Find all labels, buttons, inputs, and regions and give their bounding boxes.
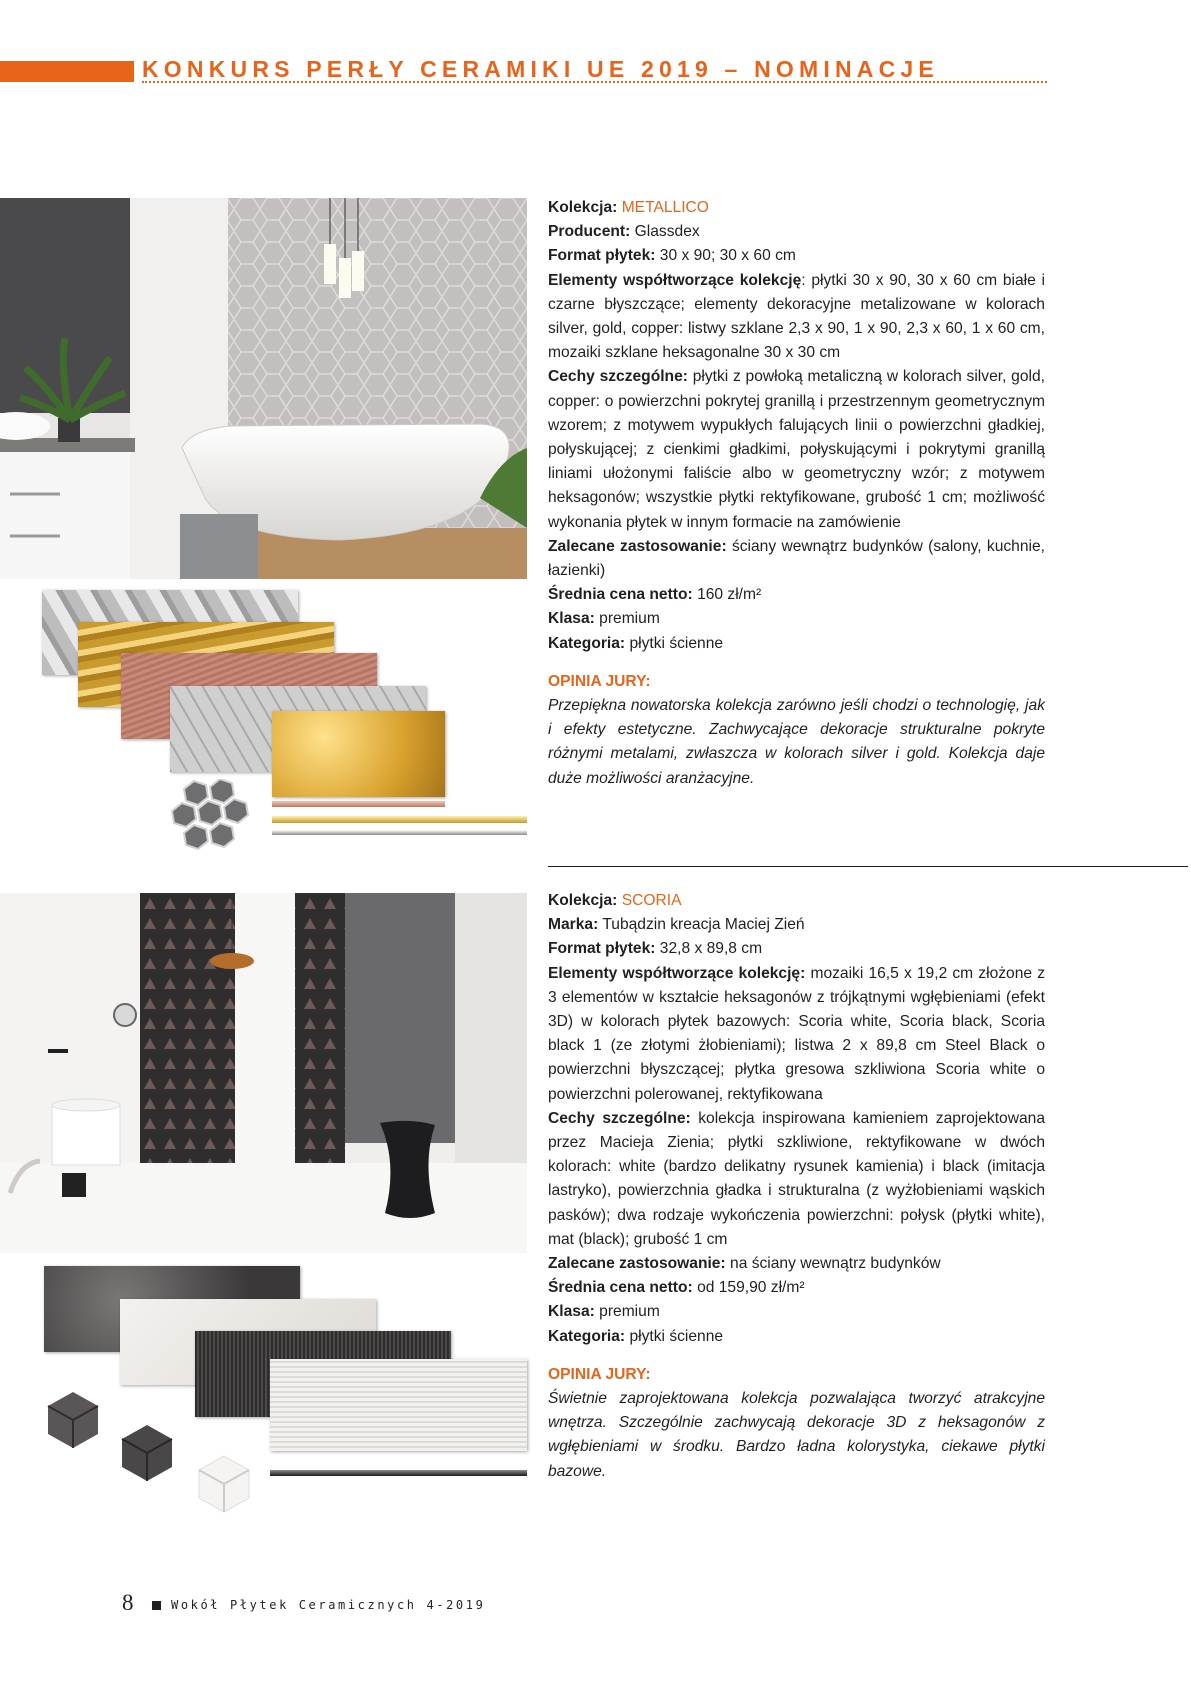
kategoria-label: Kategoria: [548,634,626,652]
elementy-label: Elementy współtworzące kolekcję [548,271,802,289]
elementy-value: : płytki 30 x 90, 30 x 60 cm białe i czarne błyszczące; elementy dekoracyjne metalizowane w kolorach silver, gold, copper: listwy szklane 2,3 x 90, 1 x 90, 2,3 x 60, 1 x 60 cm, mozaiki szklane heksagonalne 30 x 30 cm [548,271,1045,362]
silver-listwa [272,830,527,835]
gold-hexagon-tile [272,711,445,797]
kolekcja-label: Kolekcja: [548,199,618,216]
header-dotted-rule [142,81,1047,83]
marka-value: Tubądzin kreacja Maciej Zień [602,916,805,934]
cechy-value: kolekcja inspirowana kamieniem zaprojektowana przez Macieja Zienia; płytki szkliwione, rektyfikowane w dwóch kolorach: white (bardzo delikatny rysunek kamienia) i black (imitacja lastryko), powierzchnia gładka i strukturalna (z wyżłobieniami wąskich pasków); dwa rodzaje wykończenia powierzchni: połysk (płytki white), mat (black); grubość 1 cm [548,1109,1045,1248]
scoria-white-structural-tile [270,1359,527,1451]
collection-name: METALLICO [621,199,709,216]
cena-value: od 159,90 zł/m² [697,1279,805,1297]
klasa-label: Klasa: [548,610,595,628]
kategoria-label: Kategoria: [548,1327,626,1345]
scoria-bathroom-photo [0,893,527,1253]
jury-opinion: Przepiękna nowatorska kolekcja zarówno jeśli chodzi o technologię, jak i efekty estetyczne. Zachwycające dekoracje strukturalne pokryte różnymi metalami, zwłaszcza w kolorach silver i gold. Kolekcja daje duże możliwości aranżacyjne. [548,697,1045,787]
metallico-bathroom-photo [0,198,527,579]
magazine-name: Wokół Płytek Ceramicznych 4-2019 [171,1598,486,1612]
klasa-value: premium [599,1303,660,1321]
hexagon-mosaic [170,779,260,857]
marka-label: Marka: [548,916,599,934]
collection-name: SCORIA [621,892,682,909]
klasa-label: Klasa: [548,1303,595,1321]
kolekcja-label: Kolekcja: [548,892,618,909]
kategoria-value: płytki ścienne [629,634,724,652]
gold-listwa [272,816,527,823]
footer-square-bullet [152,1601,161,1610]
cechy-label: Cechy szczególne: [548,368,688,386]
cechy-value: płytki z powłoką metaliczną w kolorach silver, gold, copper: o powierzchni pokrytej granillą i przestrzennym geometrycznym wzorem; z motywem wypukłych falujących linii o powierzchni gładkiej, połyskującej; z cienkimi gładkimi, połyskującymi i pokrytymi granillą liniami ułożonymi faliście albo w geometryczny wzór; z motywem heksagonów; wszystkie płytki rektyfikowane, grubość 1 cm; możliwość wykonania płytek w innym formacie na zamówienie [548,368,1045,531]
format-value: 32,8 x 89,8 cm [659,940,763,958]
page-title: KONKURS PERŁY CERAMIKI UE 2019 – NOMINACJE [142,56,939,82]
zastosowanie-label: Zalecane zastosowanie: [548,537,727,555]
cechy-label: Cechy szczególne: [548,1109,691,1127]
format-value: 30 x 90; 30 x 60 cm [659,247,796,265]
klasa-value: premium [599,610,660,628]
cena-label: Średnia cena netto: [548,586,693,604]
steel-black-listwa [270,1470,527,1476]
metallico-entry [548,196,1045,791]
copper-listwa [272,801,445,807]
hexagon-3d-mosaic-mid [118,1423,176,1483]
format-label: Format płytek: [548,247,656,265]
jury-heading: OPINIA JURY: [548,1365,651,1383]
producent-value: Glassdex [634,223,700,241]
cena-value: 160 zł/m² [697,586,762,604]
zastosowanie-label: Zalecane zastosowanie: [548,1255,726,1273]
section-divider [548,866,1188,867]
kategoria-value: płytki ścienne [629,1327,724,1345]
format-label: Format płytek: [548,940,656,958]
jury-heading: OPINIA JURY: [548,672,651,690]
scoria-entry [548,889,1045,1484]
elementy-value: mozaiki 16,5 x 19,2 cm złożone z 3 elementów w kształcie heksagonów z trójkątnymi wgłębieniami (efekt 3D) w kolorach płytek bazowych: Scoria white, Scoria black, Scoria black 1 (ze złotymi żłobieniami); listwa 2 x 89,8 cm Steel Black o powierzchni błyszczącej; płytka gresowa szkliwiona Scoria white o powierzchni polerowanej, rektyfikowana [548,964,1045,1103]
zastosowanie-value: ściany wewnątrz budynków (salony, kuchnie, łazienki) [548,537,1045,580]
hexagon-3d-mosaic-white [195,1454,253,1514]
header-accent-bar [0,61,134,82]
cena-label: Średnia cena netto: [548,1279,693,1297]
hexagon-3d-mosaic-dark [44,1390,102,1450]
producent-label: Producent: [548,223,631,241]
zastosowanie-value: na ściany wewnątrz budynków [730,1255,941,1273]
page-number: 8 [122,1590,134,1615]
jury-opinion: Świetnie zaprojektowana kolekcja pozwalająca tworzyć atrakcyjne wnętrza. Szczególnie zachwycają dekoracje 3D z heksagonów z wgłębieniami w środku. Bardzo ładna kolorystyka, ciekawe płytki bazowe. [548,1390,1045,1480]
elementy-label: Elementy współtworzące kolekcję: [548,964,806,982]
